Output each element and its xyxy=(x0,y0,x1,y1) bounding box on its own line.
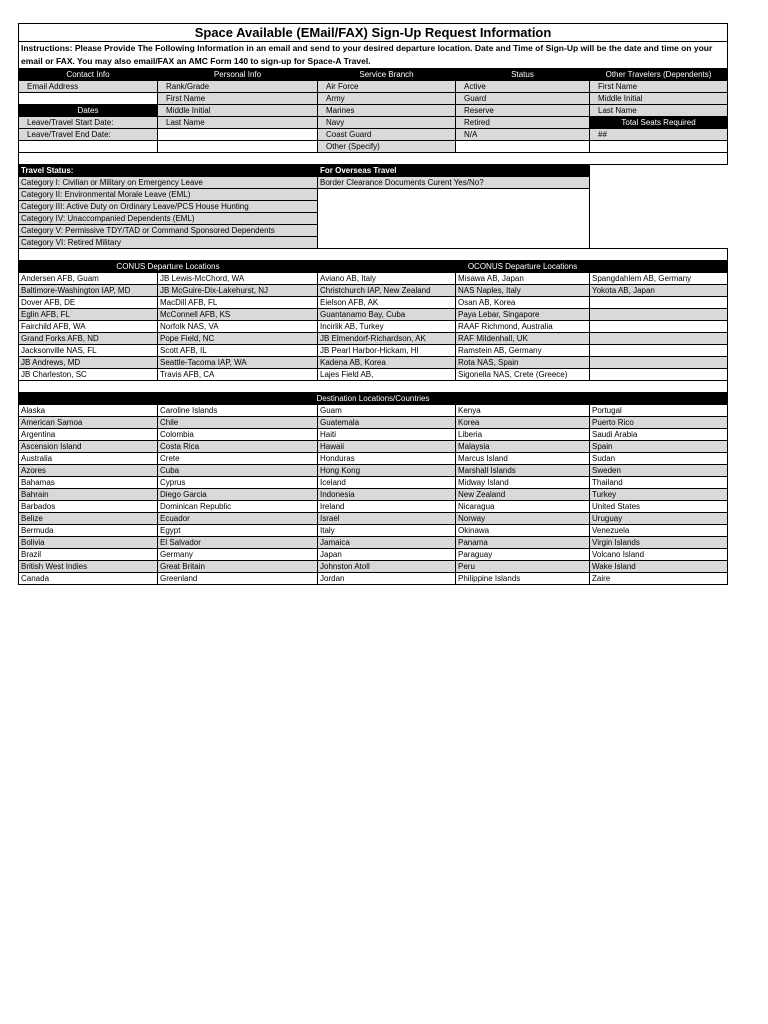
traveler-last-name-field[interactable]: Last Name xyxy=(590,105,728,117)
destination-row-cell[interactable]: Bolivia xyxy=(19,537,158,549)
traveler-first-name-field[interactable]: First Name xyxy=(590,81,728,93)
travelers-blank-cell[interactable] xyxy=(590,141,728,153)
destination-row xyxy=(19,549,728,561)
departure-row-cell[interactable]: Lajes Field AB, xyxy=(318,369,456,381)
destination-row-cell[interactable]: Ascension Island xyxy=(19,441,158,453)
departure-row-cell[interactable]: Christchurch IAP, New Zealand xyxy=(318,285,456,297)
overseas-travel-header: For Overseas Travel xyxy=(318,165,590,177)
category-6[interactable]: Category VI: Retired Military xyxy=(19,237,318,249)
departure-row-cell[interactable]: Norfolk NAS, VA xyxy=(158,321,318,333)
departure-row-cell[interactable]: Baltimore-Washington IAP, MD xyxy=(19,285,158,297)
destination-row-cell[interactable]: Egypt xyxy=(158,525,318,537)
destination-row-cell[interactable]: Kenya xyxy=(456,405,590,417)
departure-row-cell[interactable]: RAAF Richmond, Australia xyxy=(456,321,590,333)
signup-table xyxy=(18,23,728,585)
branch-army[interactable]: Army xyxy=(318,93,456,105)
departure-row-cell[interactable]: Osan AB, Korea xyxy=(456,297,590,309)
destination-row-cell[interactable]: Ecuador xyxy=(158,513,318,525)
destination-row-cell[interactable]: Malaysia xyxy=(456,441,590,453)
departure-row-cell[interactable]: Jacksonville NAS, FL xyxy=(19,345,158,357)
destination-row-cell[interactable]: Nicaragua xyxy=(456,501,590,513)
destination-row xyxy=(19,477,728,489)
start-date-field[interactable]: Leave/Travel Start Date: xyxy=(19,117,158,129)
departure-row xyxy=(19,297,728,309)
destinations-header: Destination Locations/Countries xyxy=(19,393,728,405)
status-na[interactable]: N/A xyxy=(456,129,590,141)
destination-row-cell[interactable]: Israel xyxy=(318,513,456,525)
destination-row-cell[interactable]: Marcus Island xyxy=(456,453,590,465)
destination-row-cell[interactable]: Azores xyxy=(19,465,158,477)
destination-row xyxy=(19,561,728,573)
departure-row-cell[interactable]: Aviano AB, Italy xyxy=(318,273,456,285)
branch-air-force[interactable]: Air Force xyxy=(318,81,456,93)
departure-row-cell[interactable]: McConnell AFB, KS xyxy=(158,309,318,321)
traveler-middle-initial-field[interactable]: Middle Initial xyxy=(590,93,728,105)
category-1[interactable]: Category I: Civilian or Military on Emergency Leave xyxy=(19,177,318,189)
destination-row-cell[interactable]: Australia xyxy=(19,453,158,465)
category-2[interactable]: Category II: Environmental Morale Leave (EML) xyxy=(19,189,318,201)
destination-row-cell[interactable]: Hawaii xyxy=(318,441,456,453)
destination-row-cell[interactable]: Jamaica xyxy=(318,537,456,549)
border-clearance-item[interactable]: Border Clearance Documents Curent Yes/No? xyxy=(318,177,590,189)
destination-row xyxy=(19,453,728,465)
departure-row-cell[interactable] xyxy=(590,357,728,369)
destination-row xyxy=(19,489,728,501)
destination-row-cell[interactable]: Bahrain xyxy=(19,489,158,501)
destination-row-cell[interactable]: Bahamas xyxy=(19,477,158,489)
destination-row-cell[interactable]: Belize xyxy=(19,513,158,525)
departure-row-cell[interactable]: Sigonella NAS, Crete (Greece) xyxy=(456,369,590,381)
rank-grade-field[interactable]: Rank/Grade xyxy=(158,81,318,93)
destination-row-cell[interactable]: Diego Garcia xyxy=(158,489,318,501)
destination-row-cell[interactable]: Puerto Rico xyxy=(590,417,728,429)
spacer-row xyxy=(19,153,728,165)
contact-blank-cell[interactable] xyxy=(19,141,158,153)
destination-row-cell[interactable]: Liberia xyxy=(456,429,590,441)
first-name-field[interactable]: First Name xyxy=(158,93,318,105)
branch-marines[interactable]: Marines xyxy=(318,105,456,117)
destination-row-cell[interactable]: British West Indies xyxy=(19,561,158,573)
destination-row-cell[interactable]: Portugal xyxy=(590,405,728,417)
destination-row-cell[interactable]: Volcano Island xyxy=(590,549,728,561)
departure-header-row xyxy=(19,261,728,273)
departure-row-cell[interactable] xyxy=(590,369,728,381)
destination-row xyxy=(19,525,728,537)
status-active[interactable]: Active xyxy=(456,81,590,93)
destination-row-cell[interactable]: Cuba xyxy=(158,465,318,477)
destination-row-cell[interactable]: Jordan xyxy=(318,573,456,585)
departure-row-cell[interactable] xyxy=(590,345,728,357)
signup-sheet xyxy=(18,23,727,585)
destination-row-cell[interactable]: Haiti xyxy=(318,429,456,441)
destination-row-cell[interactable]: Spain xyxy=(590,441,728,453)
destination-row-cell[interactable]: Marshall Islands xyxy=(456,465,590,477)
destination-row-cell[interactable]: American Samoa xyxy=(19,417,158,429)
email-address-value[interactable] xyxy=(19,93,158,105)
destination-row-cell[interactable]: Alaska xyxy=(19,405,158,417)
destination-row xyxy=(19,573,728,585)
other-travelers-header: Other Travelers (Dependents) xyxy=(590,69,728,81)
branch-coast-guard[interactable]: Coast Guard xyxy=(318,129,456,141)
departure-row-cell[interactable]: JB Andrews, MD xyxy=(19,357,158,369)
destination-row-cell[interactable]: Caroline Islands xyxy=(158,405,318,417)
total-seats-value[interactable]: ## xyxy=(590,129,728,141)
destination-row-cell[interactable]: Guam xyxy=(318,405,456,417)
departure-row-cell[interactable] xyxy=(590,321,728,333)
branch-other-specify[interactable]: Other (Specify) xyxy=(318,141,456,153)
departure-row-cell[interactable] xyxy=(590,333,728,345)
departure-row-cell[interactable]: MacDill AFB, FL xyxy=(158,297,318,309)
destination-row-cell[interactable]: Virgin Islands xyxy=(590,537,728,549)
departure-row xyxy=(19,369,728,381)
destination-row-cell[interactable]: Greenland xyxy=(158,573,318,585)
service-branch-header: Service Branch xyxy=(318,69,456,81)
status-retired[interactable]: Retired xyxy=(456,117,590,129)
departure-row xyxy=(19,357,728,369)
destination-row-cell[interactable]: Midway Island xyxy=(456,477,590,489)
end-date-field[interactable]: Leave/Travel End Date: xyxy=(19,129,158,141)
middle-initial-field[interactable]: Middle Initial xyxy=(158,105,318,117)
spacer-row xyxy=(19,249,728,261)
status-reserve[interactable]: Reserve xyxy=(456,105,590,117)
status-header: Status xyxy=(456,69,590,81)
destination-row-cell[interactable]: Brazil xyxy=(19,549,158,561)
oconus-departure-header: OCONUS Departure Locations xyxy=(318,261,728,273)
status-blank-cell[interactable] xyxy=(456,141,590,153)
destination-row-cell[interactable]: Cyprus xyxy=(158,477,318,489)
departure-row-cell[interactable]: JB Pearl Harbor-Hickam, HI xyxy=(318,345,456,357)
destination-row-cell[interactable]: Dominican Republic xyxy=(158,501,318,513)
departure-row xyxy=(19,285,728,297)
destination-row-cell[interactable]: Korea xyxy=(456,417,590,429)
total-seats-header: Total Seats Required xyxy=(590,117,728,129)
departure-row xyxy=(19,309,728,321)
email-address-field[interactable]: Email Address xyxy=(19,81,158,93)
status-guard[interactable]: Guard xyxy=(456,93,590,105)
departure-row-cell[interactable]: Seattle-Tacoma IAP, WA xyxy=(158,357,318,369)
destination-row-cell[interactable]: Guatemala xyxy=(318,417,456,429)
departure-row-cell[interactable]: Dover AFB, DE xyxy=(19,297,158,309)
destination-row-cell[interactable]: Paraguay xyxy=(456,549,590,561)
destination-row-cell[interactable]: Chile xyxy=(158,417,318,429)
category-5[interactable]: Category V: Permissive TDY/TAD or Command Sponsored Dependents xyxy=(19,225,318,237)
departure-row-cell[interactable]: JB McGuire-Dix-Lakehurst, NJ xyxy=(158,285,318,297)
departure-row-cell[interactable]: Eglin AFB, FL xyxy=(19,309,158,321)
departure-row-cell[interactable]: Pope Field, NC xyxy=(158,333,318,345)
destination-row-cell[interactable]: New Zealand xyxy=(456,489,590,501)
destination-row-cell[interactable]: Honduras xyxy=(318,453,456,465)
departure-row-cell[interactable]: Kadena AB, Korea xyxy=(318,357,456,369)
instructions-text: Instructions: Please Provide The Following Information in an email and send to your desired departure location. Date and Time of Sign-Up will be the date and time on your email or FAX. You may also email/FAX an AMC Form 140 to sign-up for Space-A Travel. xyxy=(19,42,728,69)
departure-row-cell[interactable]: JB Elmendorf-Richardson, AK xyxy=(318,333,456,345)
destination-row-cell[interactable]: Barbados xyxy=(19,501,158,513)
personal-blank-cell[interactable] xyxy=(158,129,318,141)
destination-row xyxy=(19,405,728,417)
dates-header: Dates xyxy=(19,105,158,117)
info-header-row xyxy=(19,69,728,81)
departure-row-cell[interactable]: Misawa AB, Japan xyxy=(456,273,590,285)
departure-row-cell[interactable]: Paya Lebar, Singapore xyxy=(456,309,590,321)
departure-row-cell[interactable]: Travis AFB, CA xyxy=(158,369,318,381)
destination-row-cell[interactable]: Peru xyxy=(456,561,590,573)
destination-row-cell[interactable]: Colombia xyxy=(158,429,318,441)
destination-row-cell[interactable]: Germany xyxy=(158,549,318,561)
departure-row-cell[interactable]: RAF Mildenhall, UK xyxy=(456,333,590,345)
spacer-row xyxy=(19,381,728,393)
departure-row-cell[interactable]: Grand Forks AFB, ND xyxy=(19,333,158,345)
destination-row xyxy=(19,501,728,513)
departure-row-cell[interactable]: Incirlik AB, Turkey xyxy=(318,321,456,333)
departure-row-cell[interactable] xyxy=(590,309,728,321)
destination-row-cell[interactable]: El Salvador xyxy=(158,537,318,549)
destination-row-cell[interactable]: Venezuela xyxy=(590,525,728,537)
contact-info-header: Contact Info xyxy=(19,69,158,81)
destination-row-cell[interactable]: Iceland xyxy=(318,477,456,489)
destination-row-cell[interactable]: Turkey xyxy=(590,489,728,501)
destination-row-cell[interactable]: Johnston Atoll xyxy=(318,561,456,573)
departure-row-cell[interactable]: Scott AFB, IL xyxy=(158,345,318,357)
last-name-field[interactable]: Last Name xyxy=(158,117,318,129)
destination-row-cell[interactable]: Panama xyxy=(456,537,590,549)
destination-row-cell[interactable]: Costa Rica xyxy=(158,441,318,453)
destination-row-cell[interactable]: Indonesia xyxy=(318,489,456,501)
branch-navy[interactable]: Navy xyxy=(318,117,456,129)
departure-row-cell[interactable]: JB Lewis-McChord, WA xyxy=(158,273,318,285)
destination-row-cell[interactable]: Canada xyxy=(19,573,158,585)
destination-row xyxy=(19,513,728,525)
page-title: Space Available (EMail/FAX) Sign-Up Request Information xyxy=(19,24,728,42)
destination-row-cell[interactable]: Hong Kong xyxy=(318,465,456,477)
destination-row-cell[interactable]: United States xyxy=(590,501,728,513)
departure-row xyxy=(19,333,728,345)
destination-row xyxy=(19,465,728,477)
destination-row-cell[interactable]: Ireland xyxy=(318,501,456,513)
destination-row-cell[interactable]: Italy xyxy=(318,525,456,537)
personal-blank-cell-2[interactable] xyxy=(158,141,318,153)
departure-row xyxy=(19,321,728,333)
destination-row xyxy=(19,441,728,453)
destination-row-cell[interactable]: Philippine Islands xyxy=(456,573,590,585)
travel-status-header: Travel Status: xyxy=(19,165,318,177)
destination-row xyxy=(19,537,728,549)
destination-row-cell[interactable]: Zaire xyxy=(590,573,728,585)
destination-row-cell[interactable]: Crete xyxy=(158,453,318,465)
destination-row-cell[interactable]: Wake Island xyxy=(590,561,728,573)
destination-row-cell[interactable]: Okinawa xyxy=(456,525,590,537)
departure-row-cell[interactable] xyxy=(590,297,728,309)
departure-row xyxy=(19,273,728,285)
destination-row-cell[interactable]: Thailand xyxy=(590,477,728,489)
departure-row xyxy=(19,345,728,357)
departure-row-cell[interactable]: Spangdahlem AB, Germany xyxy=(590,273,728,285)
destination-row-cell[interactable]: Uruguay xyxy=(590,513,728,525)
destination-row-cell[interactable]: Bermuda xyxy=(19,525,158,537)
destination-row xyxy=(19,429,728,441)
personal-info-header: Personal Info xyxy=(158,69,318,81)
departure-row-cell[interactable]: JB Charleston, SC xyxy=(19,369,158,381)
departure-row-cell[interactable]: Eielson AFB, AK xyxy=(318,297,456,309)
destination-row-cell[interactable]: Argentina xyxy=(19,429,158,441)
departure-row-cell[interactable]: Guantanamo Bay, Cuba xyxy=(318,309,456,321)
destination-row-cell[interactable]: Saudi Arabia xyxy=(590,429,728,441)
conus-departure-header: CONUS Departure Locations xyxy=(19,261,318,273)
category-4[interactable]: Category IV: Unaccompanied Dependents (EML) xyxy=(19,213,318,225)
departure-row-cell[interactable]: Andersen AFB, Guam xyxy=(19,273,158,285)
destination-row-cell[interactable]: Norway xyxy=(456,513,590,525)
destination-row-cell[interactable]: Great Britain xyxy=(158,561,318,573)
category-3[interactable]: Category III: Active Duty on Ordinary Leave/PCS House Hunting xyxy=(19,201,318,213)
destination-row-cell[interactable]: Sudan xyxy=(590,453,728,465)
departure-row-cell[interactable]: Yokota AB, Japan xyxy=(590,285,728,297)
destination-row-cell[interactable]: Japan xyxy=(318,549,456,561)
departure-row-cell[interactable]: NAS Naples, Italy xyxy=(456,285,590,297)
destination-row xyxy=(19,417,728,429)
destination-row-cell[interactable]: Sweden xyxy=(590,465,728,477)
departure-row-cell[interactable]: Ramstein AB, Germany xyxy=(456,345,590,357)
departure-row-cell[interactable]: Fairchild AFB, WA xyxy=(19,321,158,333)
departure-row-cell[interactable]: Rota NAS, Spain xyxy=(456,357,590,369)
